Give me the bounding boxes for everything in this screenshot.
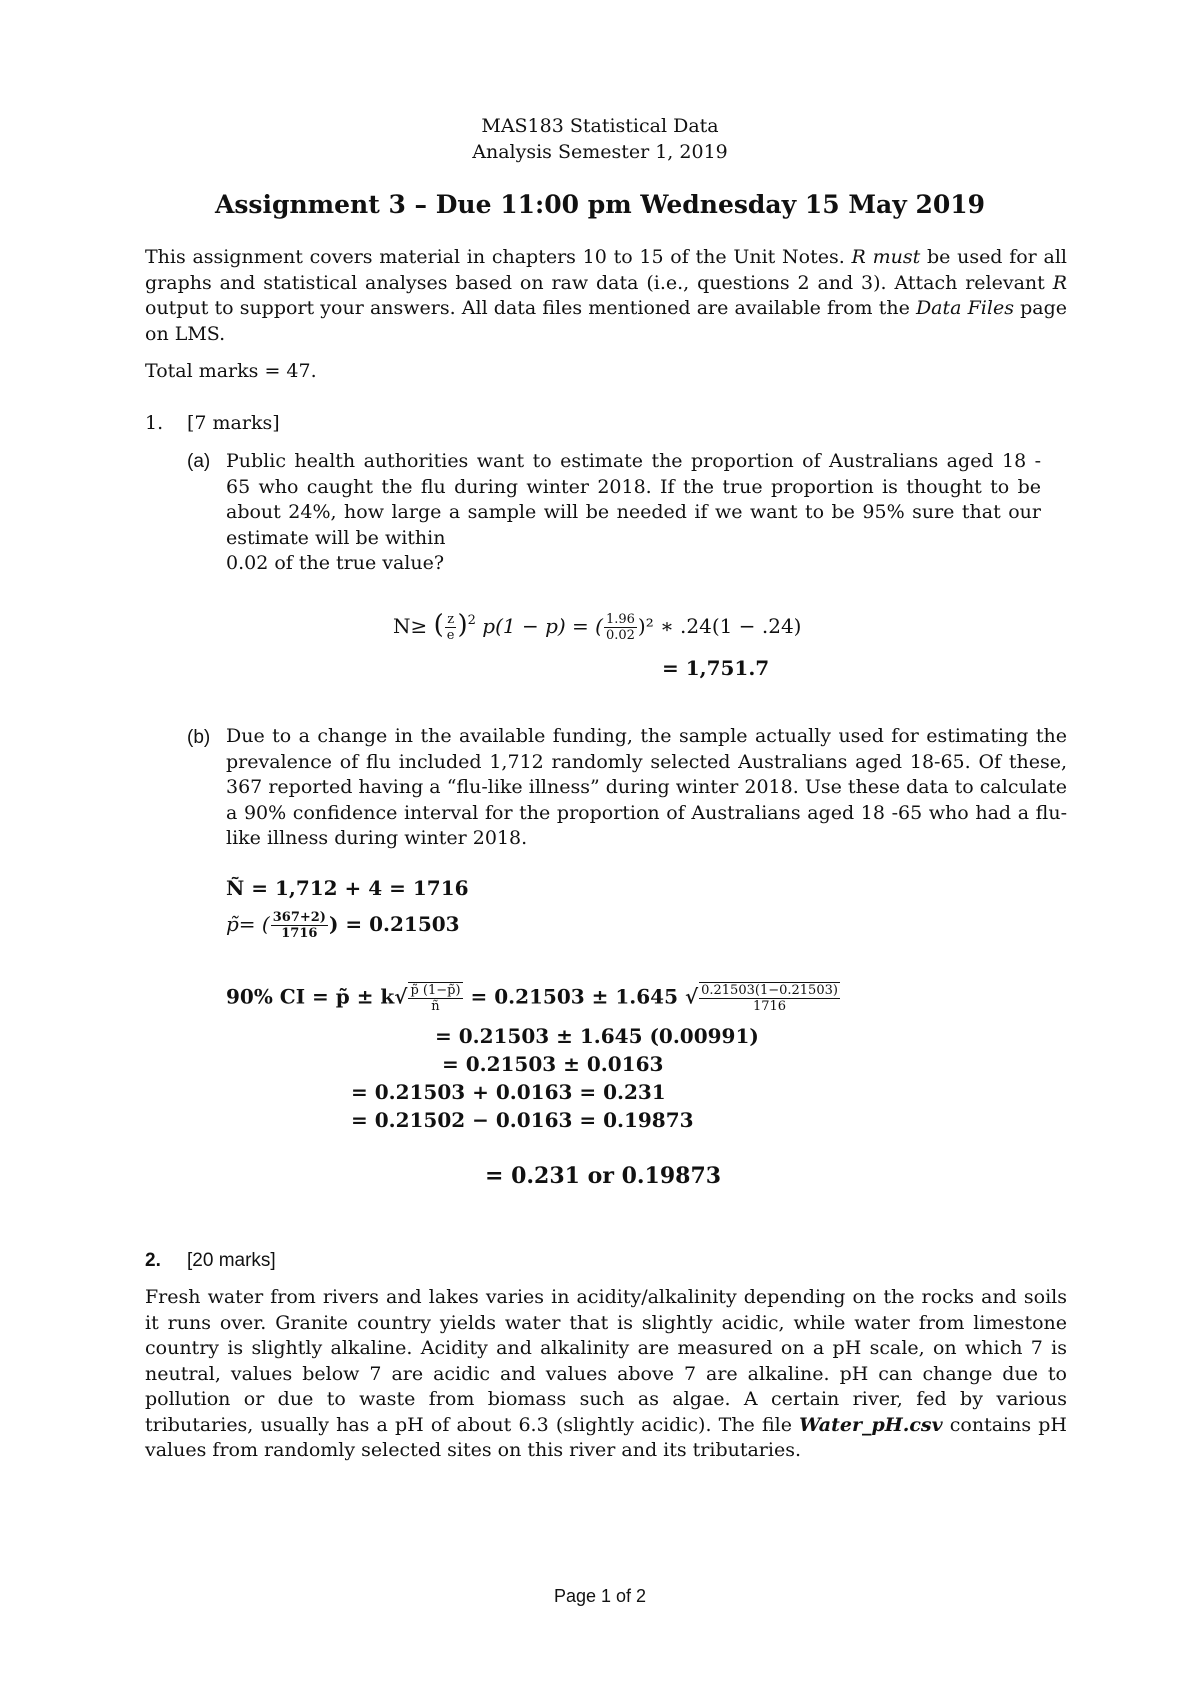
eq1-rest: )² ∗ .24(1 − .24): [637, 614, 802, 638]
ci-f1-bot: ñ: [431, 999, 440, 1014]
q1b-ci-line1: [226, 982, 841, 1014]
q2-text-1: Fresh water from rivers and lakes varies in acidity/alkalinity depending on the rocks and soils it runs over. Granite country yields water that is slightly acidic, while water from limestone country is slightly alkaline. Acidity and alkalinity are measured on a pH scale, on which 7 is neutral, values below 7 are acidic and values above 7 are alkaline. pH can change due to pollution or due to waste from biomass such as algae. A certain river, fed by various tributaries, usually has a pH of about 6.3 (slightly acidic). The file: [145, 1286, 1067, 1436]
ci-f2-top: 0.21503(1−0.21503): [701, 983, 838, 998]
q1-marks: [7 marks]: [187, 412, 280, 434]
assignment-title: Assignment 3 – Due 11:00 pm Wednesday 15 May 2019: [214, 190, 986, 219]
q1b-n-tilde: Ñ = 1,712 + 4 = 1716: [226, 876, 469, 900]
eq1-196: 1.96: [605, 612, 635, 627]
q1b-ci-line4: = 0.21503 + 0.0163 = 0.231: [351, 1080, 666, 1104]
intro-text-4: page on LMS.: [145, 297, 1067, 345]
intro-paragraph: [145, 245, 1067, 347]
total-marks: Total marks = 47.: [145, 360, 317, 382]
intro-r: R: [851, 246, 866, 268]
p-tilde-lhs: p̃= (: [226, 912, 270, 936]
intro-text-3: output to support your answers. All data files mentioned are available from the: [145, 297, 916, 319]
q2-paragraph: [145, 1285, 1067, 1464]
q1b-ci-line3: = 0.21503 ± 0.0163: [442, 1052, 664, 1076]
q1b-p-tilde: [226, 910, 460, 941]
course-title: MAS183 Statistical Data: [481, 115, 719, 137]
q2-marks: [20 marks]: [187, 1250, 276, 1271]
q1a-equation: N≥ ( $\frac{z}{e}$ )$^2$ p(1 − p) = ( $\frac{1.96}{0.02}$ )² ∗ .24(1 − .24): [393, 610, 802, 643]
p-tilde-top: 367+2): [272, 910, 326, 925]
q2-file-name: Water_pH.csv: [799, 1413, 943, 1436]
q1b-label: (b): [187, 727, 211, 748]
q1a-text: Public health authorities want to estimate the proportion of Australians aged 18 - 65 who caught the flu during winter 2018. If the true proportion is thought to be about 24%, how large a sample will be needed if we want to be 95% sure that our estimate will be within: [226, 450, 1041, 549]
eq1-e: e: [446, 628, 455, 643]
q1b-ci-line5: = 0.21502 − 0.0163 = 0.19873: [351, 1108, 694, 1132]
q2-text-2: contains pH values from randomly selected sites on this river and its tributaries.: [145, 1413, 1067, 1461]
intro-data-files: Data Files: [915, 297, 1014, 319]
intro-text-1: This assignment covers material in chapters 10 to 15 of the Unit Notes.: [145, 246, 852, 268]
ci-mid: = 0.21503 ± 1.645 √: [470, 984, 699, 1009]
intro-r-2: R: [1052, 271, 1067, 294]
p-tilde-rhs: ) = 0.21503: [328, 912, 460, 936]
eq1-z: z: [445, 612, 457, 628]
intro-text-2: be used for all graphs and statistical analyses based on raw data (i.e., questions 2 and 3). Attach relevant: [145, 246, 1067, 294]
ci-lhs: 90% CI = p̃ ± k√: [226, 984, 408, 1009]
intro-must: must: [865, 246, 921, 268]
page-number: Page 1 of 2: [553, 1586, 647, 1606]
q1-number: 1.: [145, 412, 164, 434]
semester-line: Analysis Semester 1, 2019: [472, 141, 728, 163]
q1a-result: = 1,751.7: [662, 656, 770, 680]
eq1-exp: 2: [467, 613, 476, 628]
q2-number: 2.: [145, 1250, 161, 1271]
p-tilde-bot: 1716: [281, 926, 318, 941]
q1a-text-2: 0.02 of the true value?: [226, 552, 445, 574]
q1a-label: (a): [187, 451, 211, 472]
q1b-ci-final: = 0.231 or 0.19873: [485, 1163, 722, 1189]
q1b-ci-line2: = 0.21503 ± 1.645 (0.00991): [435, 1024, 759, 1048]
eq1-mid: p(1 − p) = (: [482, 614, 603, 638]
q1b-text: Due to a change in the available funding, the sample actually used for estimating the prevalence of flu included 1,712 randomly selected Australians aged 18-65. Of these, 367 reported having a “flu-like illness” during winter 2018. Use these data to calculate a 90% confidence interval for the proportion of Australians aged 18 -65 who had a flu-like illness during winter 2018.: [226, 725, 1067, 849]
ci-f2-bot: 1716: [752, 999, 787, 1014]
eq1-lhs: N≥: [393, 614, 428, 638]
ci-f1-top: p̃ (1−p̃): [410, 983, 461, 998]
eq1-002: 0.02: [605, 628, 635, 643]
